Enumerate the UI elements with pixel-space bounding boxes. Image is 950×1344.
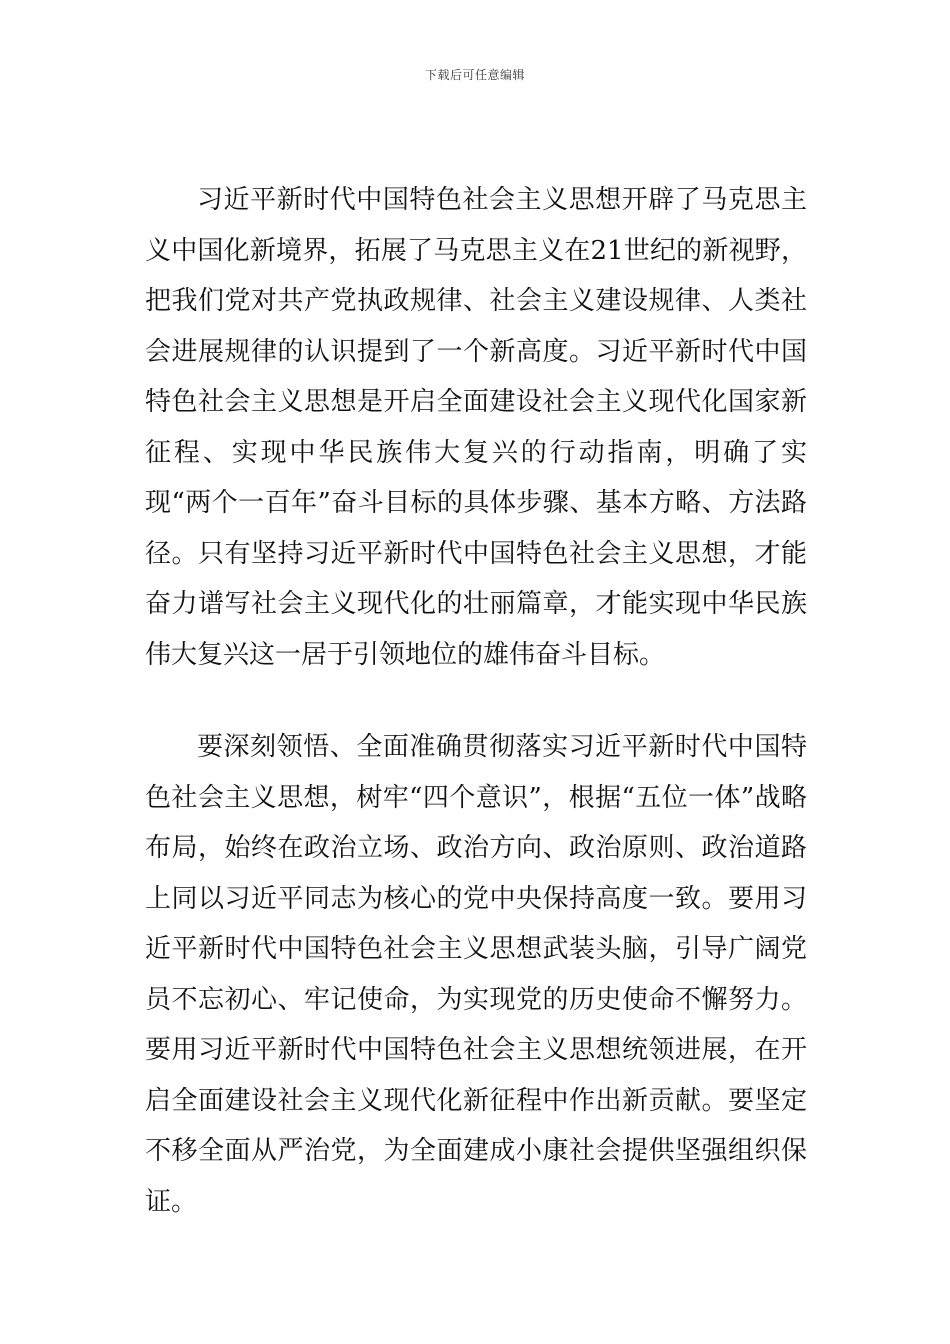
page-header: 下载后可任意编辑	[424, 68, 525, 82]
body-paragraph-1: 习近平新时代中国特色社会主义思想开辟了马克思主义中国化新境界，拓展了马克思主义在21世纪的新视野，把我们党对共产党执政规律、社会主义建设规律、人类社会进展规律的认识提到了一个新高度。习近平新时代中国特色社会主义思想是开启全面建设社会主义现代化国家新征程、实现中华民族伟大复兴的行动指南，明确了实现“两个一百年”奋斗目标的具体步骤、基本方略、方法路径。只有坚持习近平新时代中国特色社会主义思想，才能奋力谱写社会主义现代化的壮丽篇章，才能实现中华民族伟大复兴这一居于引领地位的雄伟奋斗目标。	[145, 185, 807, 670]
body-paragraph-2: 要深刻领悟、全面准确贯彻落实习近平新时代中国特色社会主义思想，树牢“四个意识”，根据“五位一体”战略布局，始终在政治立场、政治方向、政治原则、政治道路上同以习近平同志为核心的党中央保持高度一致。要用习近平新时代中国特色社会主义思想武装头脑，引导广阔党员不忘初心、牢记使命，为实现党的历史使命不懈努力。要用习近平新时代中国特色社会主义思想统领进展，在开启全面建设社会主义现代化新征程中作出新贡献。要坚定不移全面从严治党，为全面建成小康社会提供坚强组织保证。	[145, 732, 807, 1217]
